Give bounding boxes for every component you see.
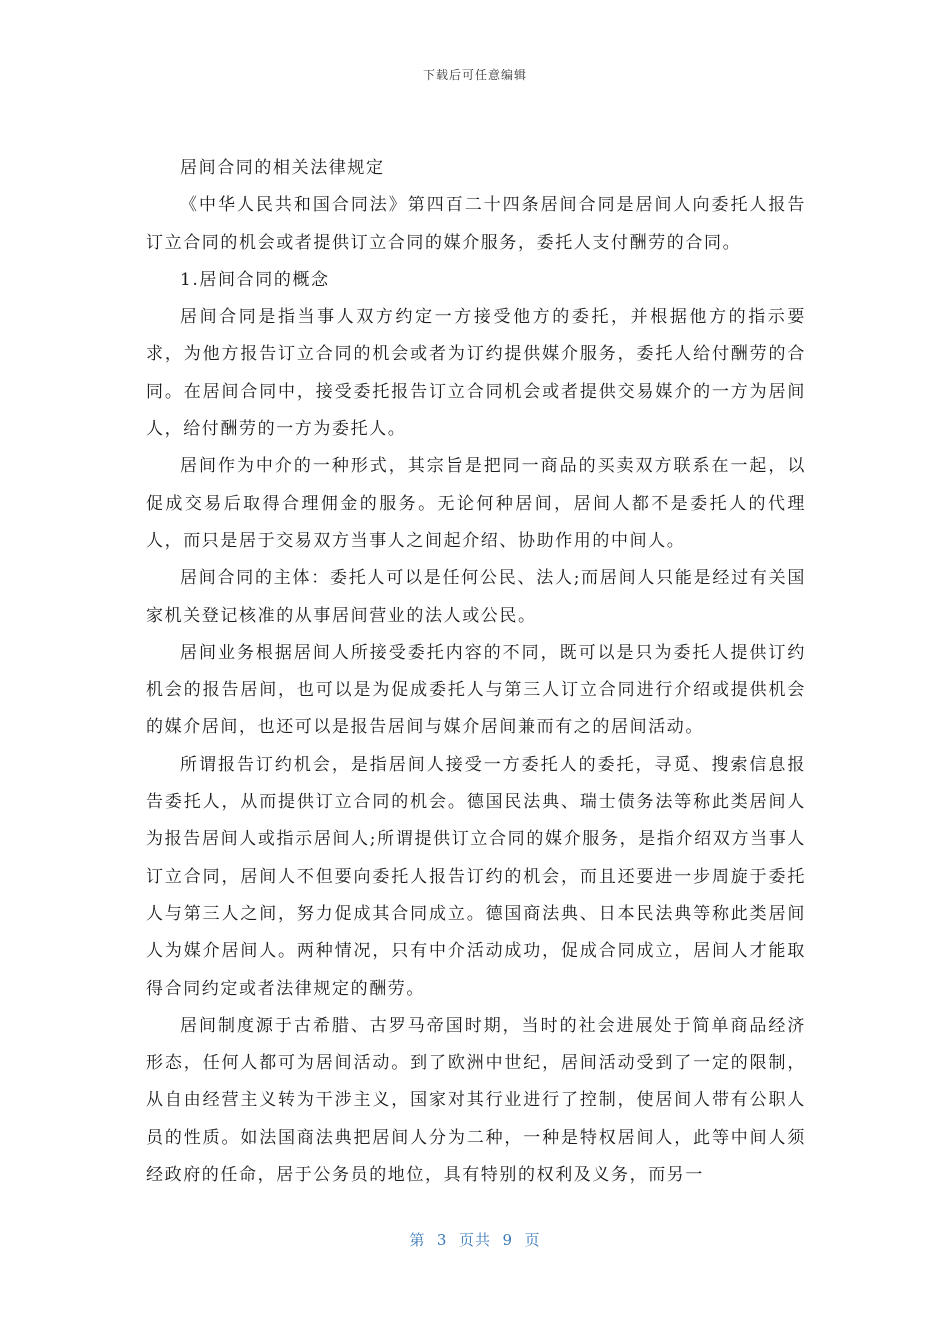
section-heading: 1.居间合同的概念: [180, 269, 330, 290]
paragraph: 居间制度源于古希腊、古罗马帝国时期，当时的社会进展处于简单商品经济形态，任何人都可为居间活动。到了欧洲中世纪，居间活动受到了一定的限制，从自由经营主义转为干涉主义，国家对其行业进行了控制，使居间人带有公职人员的性质。如法国商法典把居间人分为二种，一种是特权居间人，此等中间人须经政府的任命，居于公务员的地位，具有特别的权利及义务，而另一: [146, 1015, 806, 1186]
paragraph: 《中华人民共和国合同法》第四百二十四条居间合同是居间人向委托人报告订立合同的机会或者提供订立合同的媒介服务，委托人支付酬劳的合同。: [146, 195, 806, 253]
paragraph: 所谓报告订约机会，是指居间人接受一方委托人的委托，寻觅、搜索信息报告委托人，从而提供订立合同的机会。德国民法典、瑞士债务法等称此类居间人为报告居间人或指示居间人;所谓提供订立合同的媒介服务，是指介绍双方当事人订立合同，居间人不但要向委托人报告订约的机会，而且还要进一步周旋于委托人与第三人之间，努力促成其合同成立。德国商法典、日本民法典等称此类居间人为媒介居间人。两种情况，只有中介活动成功，促成合同成立，居间人才能取得合同约定或者法律规定的酬劳。: [146, 754, 806, 999]
paragraph: 居间业务根据居间人所接受委托内容的不同，既可以是只为委托人提供订约机会的报告居间，也可以是为促成委托人与第三人订立合同进行介绍或提供机会的媒介居间，也还可以是报告居间与媒介居间兼而有之的居间活动。: [146, 642, 806, 738]
paragraph: 居间合同是指当事人双方约定一方接受他方的委托，并根据他方的指示要求，为他方报告订立合同的机会或者为订约提供媒介服务，委托人给付酬劳的合同。在居间合同中，接受委托报告订立合同机会或者提供交易媒介的一方为居间人，给付酬劳的一方为委托人。: [146, 307, 806, 440]
page-number: 第 3 页共 9 页: [409, 1231, 541, 1249]
paragraph: 居间作为中介的一种形式，其宗旨是把同一商品的买卖双方联系在一起，以促成交易后取得合理佣金的服务。无论何种居间，居间人都不是委托人的代理人，而只是居于交易双方当事人之间起介绍、协助作用的中间人。: [146, 456, 806, 551]
paragraph: 居间合同的主体：委托人可以是任何公民、法人;而居间人只能是经过有关国家机关登记核准的从事居间营业的法人或公民。: [146, 568, 806, 626]
paragraph-title: 居间合同的相关法律规定: [180, 158, 385, 178]
header-note: 下载后可任意编辑: [422, 68, 527, 82]
document-body: [146, 150, 806, 1194]
